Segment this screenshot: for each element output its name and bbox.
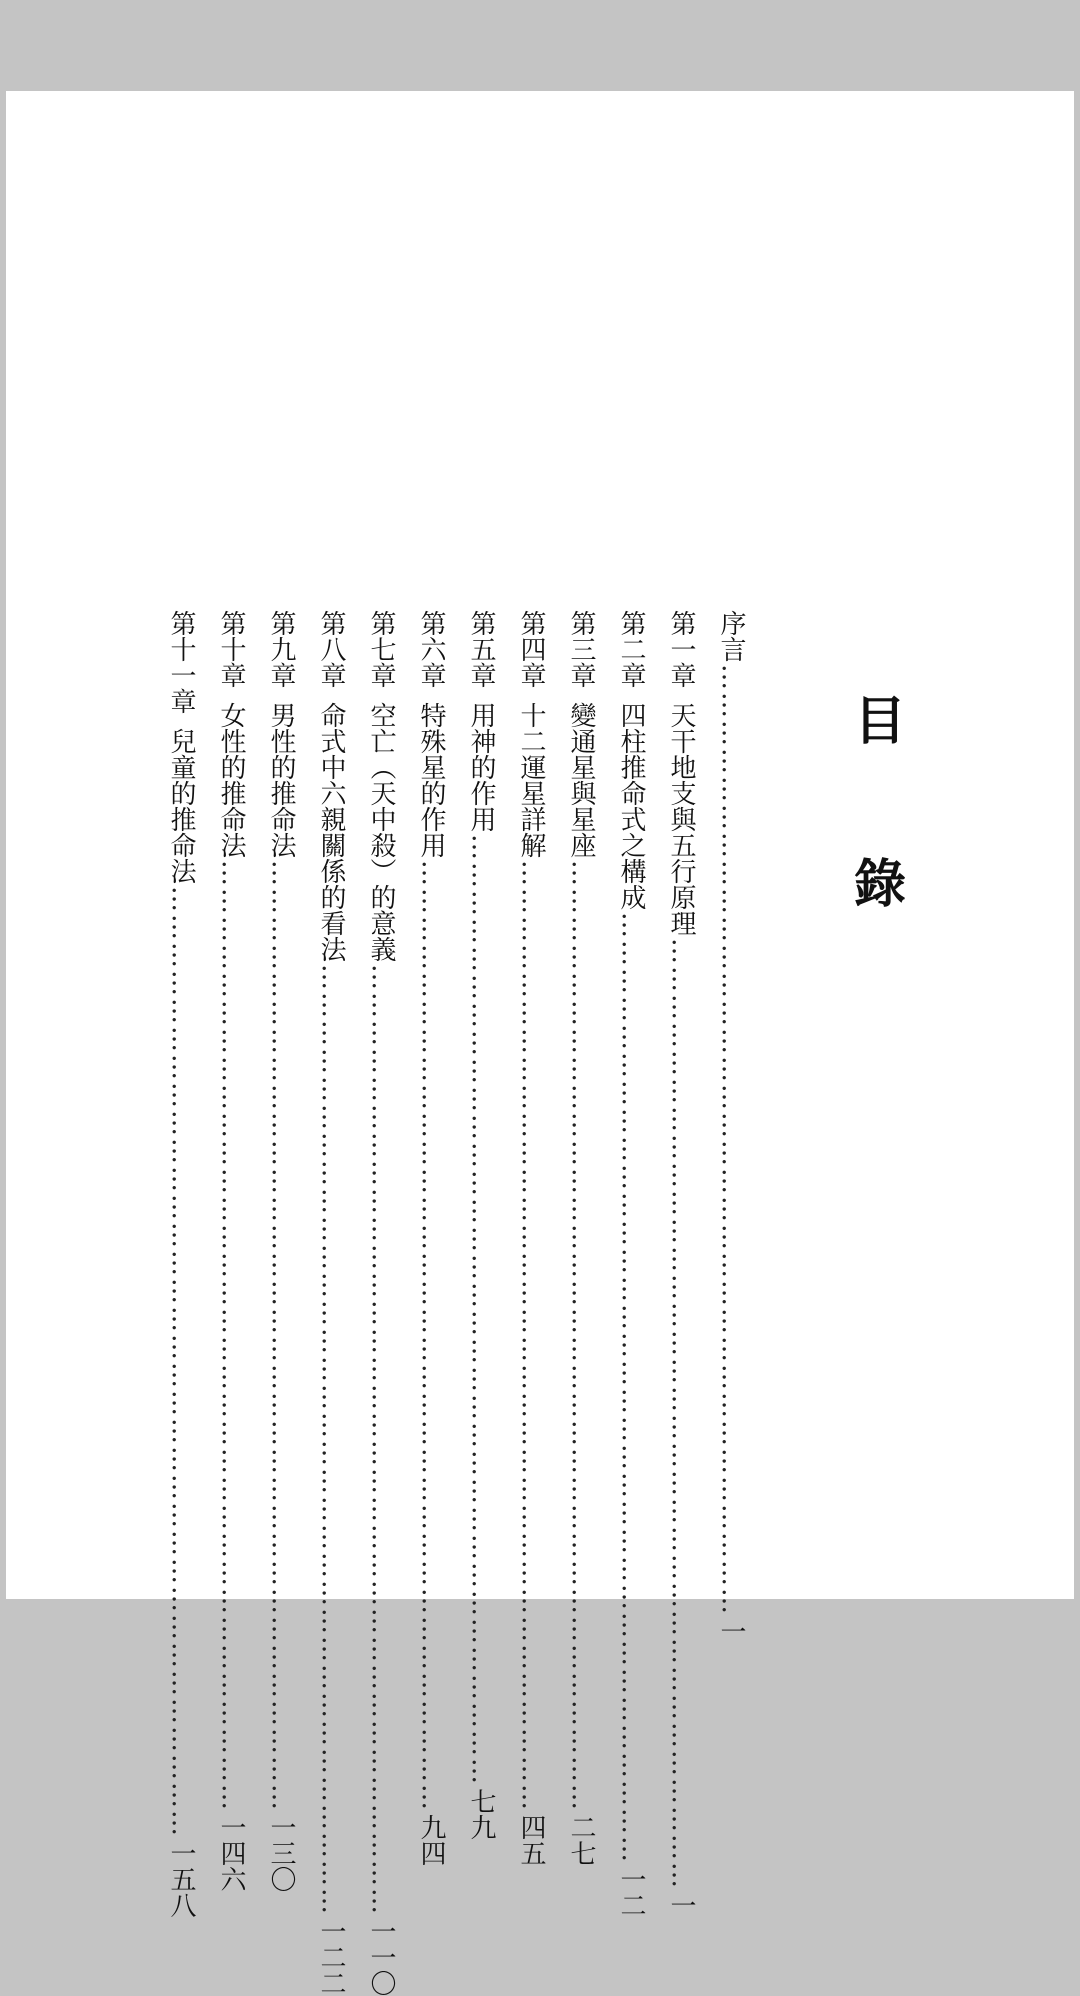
toc-leader-dots: …………………………………………………………………………………………	[366, 964, 396, 1916]
toc-entry-page: 一四六	[216, 1814, 246, 1892]
toc-entry-label: 第七章	[366, 610, 396, 688]
toc-leader-dots: …………………………………………………………………………………………	[616, 912, 646, 1864]
toc-entry-title: 女性的推命法	[216, 702, 246, 858]
toc-entry	[563, 610, 599, 1866]
toc-title-char-2: 錄	[853, 855, 906, 915]
toc-entry-page: 一五八	[166, 1840, 196, 1918]
toc-entry-title: 兒童的推命法	[166, 728, 196, 884]
toc-leader-dots: …………………………………………………………………………………………	[566, 860, 596, 1812]
toc-entry	[463, 610, 499, 1840]
toc-entry	[263, 610, 299, 1892]
toc-entry-title: 特殊星的作用	[416, 702, 446, 858]
toc-entry	[613, 610, 649, 1918]
toc-entry-title: 用神的作用	[466, 702, 496, 832]
toc-leader-dots: …………………………………………………………………………………………	[316, 964, 346, 1916]
toc-entry	[163, 610, 199, 1918]
toc-entry	[413, 610, 449, 1866]
toc-entry-title: 命式中六親關係的看法	[316, 702, 346, 962]
toc-entry-page: 四五	[516, 1814, 546, 1866]
toc-entry	[713, 610, 749, 1644]
toc-entry-label: 第十一章	[166, 610, 196, 714]
toc-entry-label: 第九章	[266, 610, 296, 688]
toc-entry-title: 十二運星詳解	[516, 702, 546, 858]
toc-entry-page: 九四	[416, 1814, 446, 1866]
toc-entry-label: 第二章	[616, 610, 646, 688]
toc-entry-page: 一	[716, 1618, 746, 1644]
toc-leader-dots: …………………………………………………………………………………………	[266, 860, 296, 1812]
toc-entry	[513, 610, 549, 1866]
toc-entry-label: 第六章	[416, 610, 446, 688]
toc-entry-label: 序言	[716, 610, 746, 662]
toc-entry-page: 七九	[466, 1788, 496, 1840]
toc-entry-page: 二七	[566, 1814, 596, 1866]
toc-leader-dots: …………………………………………………………………………………………	[516, 860, 546, 1812]
toc-entry-title: 男性的推命法	[266, 702, 296, 858]
toc-leader-dots: …………………………………………………………………………………………	[216, 860, 246, 1812]
toc-entry-label: 第四章	[516, 610, 546, 688]
toc-entry	[213, 610, 249, 1892]
toc-entry	[313, 610, 349, 1996]
toc-leader-dots: …………………………………………………………………………………………	[416, 860, 446, 1812]
toc-entry-page: 一二二	[316, 1918, 346, 1996]
toc-entry-label: 第八章	[316, 610, 346, 688]
toc-entry	[363, 610, 399, 1996]
toc-entry-page: 一二	[616, 1866, 646, 1918]
toc-leader-dots: …………………………………………………………………………………………	[666, 938, 696, 1890]
toc-entry-title: 空亡（天中殺）的意義	[366, 702, 396, 962]
toc-entry-label: 第三章	[566, 610, 596, 688]
toc-entry-page: 一一〇	[366, 1918, 396, 1996]
toc-entry-title: 四柱推命式之構成	[616, 702, 646, 910]
toc-entry-label: 第五章	[466, 610, 496, 688]
toc-entry-page: 一三〇	[266, 1814, 296, 1892]
toc-entry-title: 天干地支與五行原理	[666, 702, 696, 936]
toc-entry-label: 第一章	[666, 610, 696, 688]
toc-entry-label: 第十章	[216, 610, 246, 688]
toc-leader-dots: …………………………………………………………………………………………	[466, 834, 496, 1786]
toc-entry-title: 變通星與星座	[566, 702, 596, 858]
toc-leader-dots: …………………………………………………………………………………………	[716, 664, 746, 1616]
toc-title-char-1: 目	[853, 692, 906, 752]
toc-entry	[663, 610, 699, 1918]
toc-entry-page: 一	[666, 1892, 696, 1918]
toc-leader-dots: …………………………………………………………………………………………	[166, 886, 196, 1838]
